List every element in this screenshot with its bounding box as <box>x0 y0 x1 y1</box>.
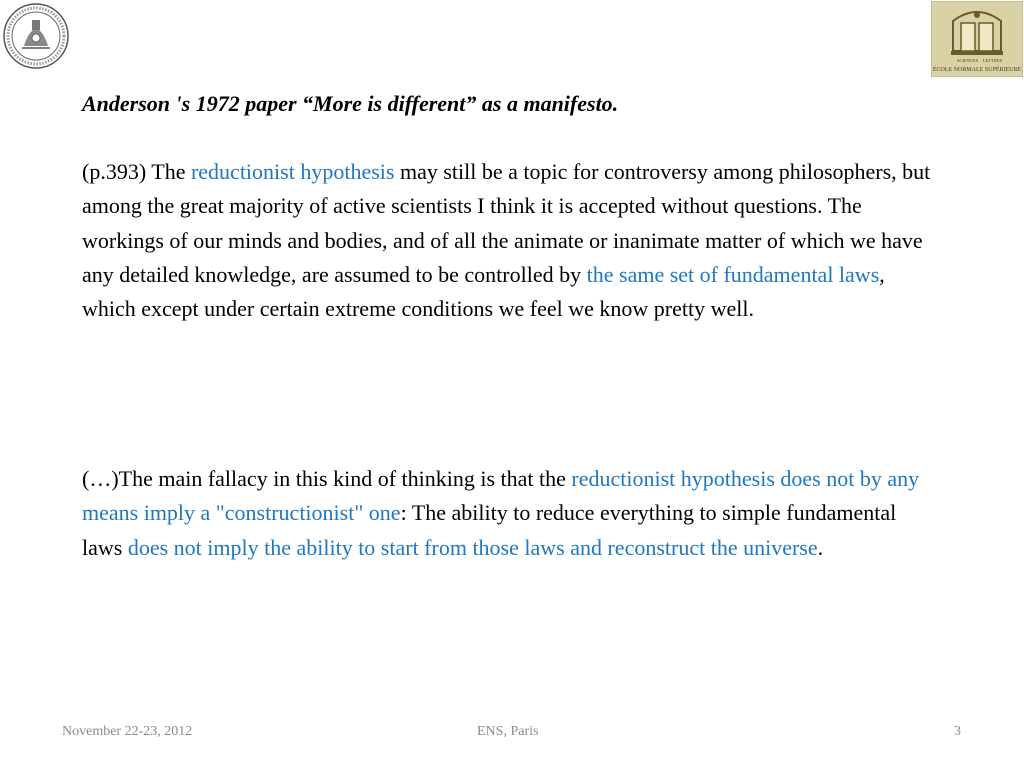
p1-text-2: may still be a topic for controversy among philosophers, but among the great majority of active scientists I think it is accepted without questions. The workings of our minds and bodies, and of all the animate or inanimate matter of which we have any detailed knowledge, are assumed to be controlled by <box>82 159 931 287</box>
p2-highlight-2: does not imply the ability to start from those laws and reconstruct the universe <box>127 534 818 560</box>
footer-date: November 22-23, 2012 <box>62 724 193 739</box>
ens-logo <box>931 1 1023 77</box>
ens-logo-sub-right: LETTRES <box>983 58 1003 63</box>
p2-text-1: (…)The main fallacy in this kind of thinking is that the <box>82 466 572 491</box>
p1-text-3: , which except under certain extreme conditions we feel we know pretty well. <box>82 261 885 322</box>
university-seal-logo <box>2 2 70 70</box>
ens-logo-text: ÉCOLE NORMALE SUPÉRIEURE <box>932 67 1022 73</box>
quote-paragraph-1 <box>82 155 942 326</box>
footer-venue: ENS, Paris <box>477 724 539 739</box>
p2-highlight-1: reductionist hypothesis does not by any means imply a "constructionist" one <box>82 466 920 526</box>
page-number: 3 <box>954 724 961 739</box>
p1-highlight-2: the same set of fundamental laws <box>586 261 880 287</box>
p1-highlight-1: reductionist hypothesis <box>190 159 395 184</box>
p2-text-3: . <box>817 534 824 560</box>
p1-text-1: (p.393) The <box>82 159 191 184</box>
p2-text-2: : The ability to reduce everything to simple fundamental laws <box>82 500 897 560</box>
slide-title: Anderson 's 1972 paper “More is different” as a manifesto. <box>82 91 619 116</box>
quote-paragraph-2 <box>82 462 942 565</box>
ens-logo-sub-left: SCIENCES <box>957 58 979 63</box>
